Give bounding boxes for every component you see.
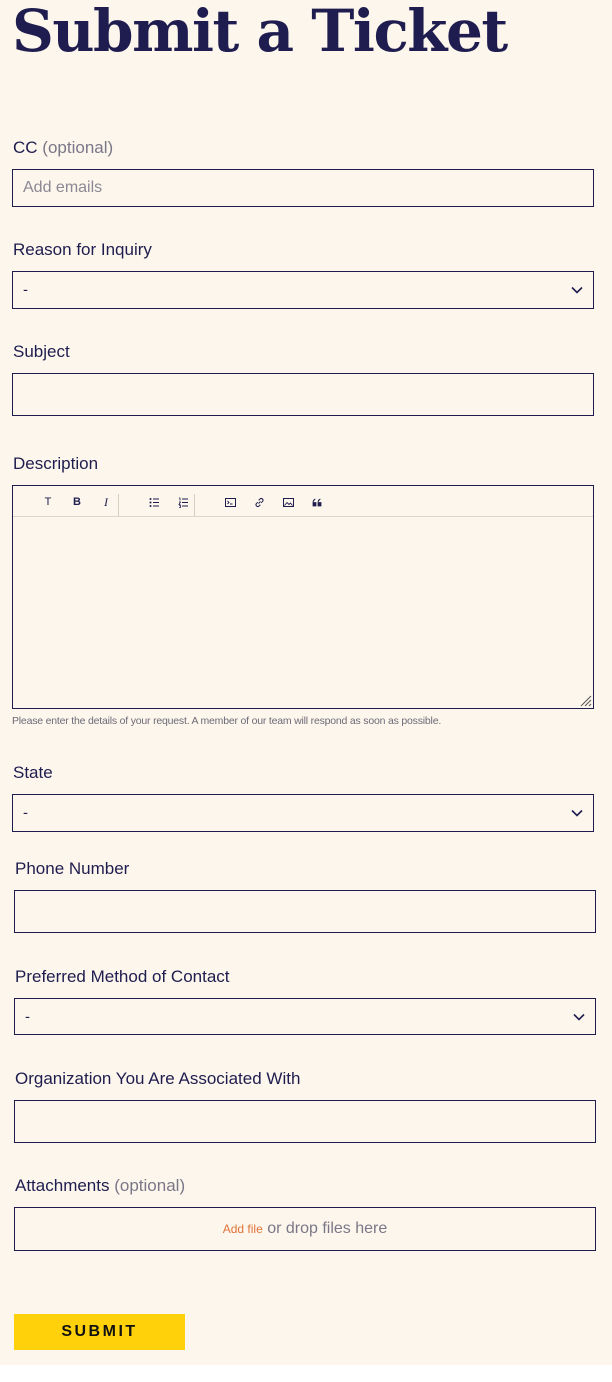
attachments-label-text: Attachments	[15, 1176, 110, 1195]
description-label: Description	[13, 454, 99, 473]
cc-label	[13, 138, 113, 158]
resize-handle-icon[interactable]	[578, 693, 592, 707]
attachments-label	[15, 1176, 185, 1196]
cc-label-text: CC	[13, 138, 38, 157]
phone-input[interactable]	[14, 890, 596, 933]
drop-files-text: or drop files here	[267, 1220, 388, 1237]
add-file-link[interactable]: Add file	[222, 1222, 263, 1236]
chevron-down-icon	[573, 1013, 585, 1021]
dropzone-text	[15, 1220, 595, 1238]
editor-toolbar	[13, 486, 593, 517]
cc-optional-text: (optional)	[42, 138, 114, 157]
subject-input[interactable]	[12, 373, 594, 416]
reason-select[interactable]	[12, 271, 594, 309]
italic-icon[interactable]: I	[104, 494, 108, 509]
state-select[interactable]	[12, 794, 594, 832]
attachments-dropzone[interactable]	[14, 1207, 596, 1251]
attachments-optional-text: (optional)	[114, 1176, 186, 1195]
image-icon[interactable]	[280, 495, 296, 509]
state-selected-value: -	[23, 804, 28, 822]
contact-method-select[interactable]	[14, 998, 596, 1035]
description-editor[interactable]	[12, 485, 594, 709]
chevron-down-icon	[571, 286, 583, 294]
text-format-icon[interactable]: T	[44, 496, 52, 508]
contact-method-selected-value: -	[25, 1008, 30, 1025]
organization-label: Organization You Are Associated With	[15, 1069, 301, 1088]
reason-label: Reason for Inquiry	[13, 240, 152, 259]
cc-placeholder: Add emails	[23, 179, 103, 196]
organization-input[interactable]	[14, 1100, 596, 1143]
bullet-list-icon[interactable]	[146, 495, 162, 509]
contact-method-label: Preferred Method of Contact	[15, 967, 230, 986]
phone-label: Phone Number	[15, 859, 130, 878]
bold-icon[interactable]: B	[73, 496, 81, 508]
page-title: Submit a Ticket	[12, 0, 507, 65]
numbered-list-icon[interactable]	[175, 495, 191, 509]
subject-label: Subject	[13, 342, 70, 361]
reason-selected-value: -	[23, 281, 28, 299]
submit-button[interactable]: SUBMIT	[14, 1314, 185, 1350]
code-block-icon[interactable]	[222, 495, 238, 509]
chevron-down-icon	[571, 809, 583, 817]
state-label: State	[13, 763, 53, 782]
quote-icon[interactable]	[309, 495, 325, 509]
cc-input[interactable]	[12, 169, 594, 207]
description-hint: Please enter the details of your request. A member of our team will respond as soon as possible.	[12, 715, 442, 727]
link-icon[interactable]	[251, 495, 267, 509]
